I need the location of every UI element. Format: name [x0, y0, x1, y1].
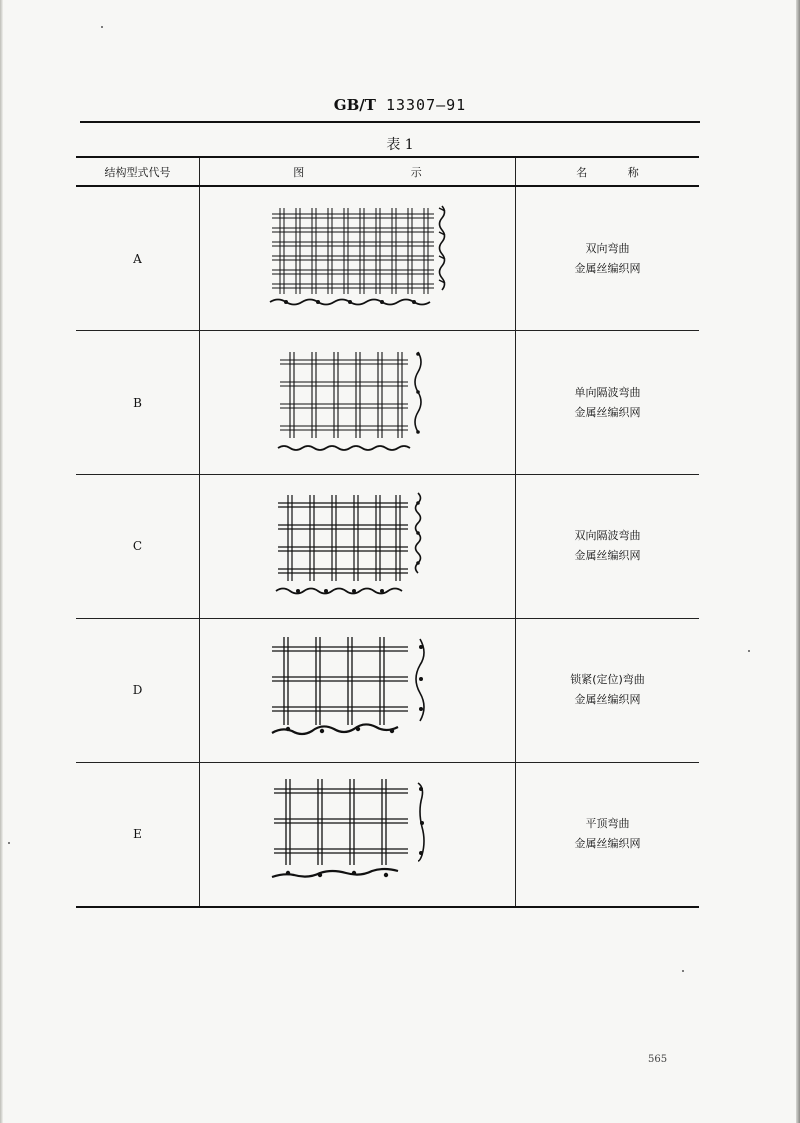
one-way-intermediate-crimp-mesh-illustration — [258, 346, 458, 456]
spec-table-wrapper — [76, 156, 697, 908]
bottom-profile-wire — [272, 869, 398, 877]
row-name-line1: 平顶弯曲 — [585, 817, 630, 831]
scan-speck — [8, 842, 10, 844]
row-code: C — [76, 475, 200, 619]
row-code: A — [76, 186, 200, 331]
standard-prefix: GB/T — [333, 96, 376, 114]
row-name-line2: 金属丝编织网 — [574, 261, 641, 275]
side-profile-wire — [439, 206, 444, 290]
row-name-line1: 锁紧(定位)弯曲 — [570, 673, 645, 687]
row-code: B — [76, 331, 200, 475]
two-way-crimp-mesh-illustration — [258, 202, 458, 312]
flat-top-crimp-mesh-illustration — [258, 777, 458, 887]
row-name-line2: 金属丝编织网 — [574, 405, 641, 419]
spec-table — [76, 156, 699, 908]
column-header-figure-a: 图 — [293, 165, 305, 179]
column-header-name-a: 名 — [576, 165, 588, 179]
bottom-profile-wire — [278, 446, 410, 450]
scan-edge-right — [796, 0, 800, 1123]
row-figure — [200, 762, 516, 907]
lock-crimp-mesh-illustration — [258, 633, 458, 743]
table-row — [76, 331, 699, 475]
row-figure — [200, 186, 516, 331]
standard-number: 13307—91 — [385, 96, 467, 114]
row-figure — [200, 618, 516, 762]
table-row — [76, 618, 699, 762]
two-way-intermediate-crimp-mesh-illustration — [258, 489, 458, 599]
row-figure — [200, 475, 516, 619]
table-row — [76, 186, 699, 331]
column-header-code: 结构型式代号 — [76, 157, 200, 186]
row-name-line2: 金属丝编织网 — [574, 837, 641, 851]
page-number: 565 — [648, 1054, 668, 1065]
bottom-profile-wire — [272, 725, 398, 735]
row-name — [516, 475, 700, 619]
row-name-line1: 双向隔波弯曲 — [574, 529, 641, 543]
scan-speck — [748, 650, 750, 652]
column-header-figure-b: 示 — [410, 165, 422, 179]
scan-speck — [101, 26, 103, 28]
column-header-name — [516, 157, 700, 186]
row-name — [516, 186, 700, 331]
row-name — [516, 618, 700, 762]
mesh-vertical-wires — [280, 208, 428, 294]
row-code: E — [76, 762, 200, 907]
table-row — [76, 475, 699, 619]
row-figure — [200, 331, 516, 475]
column-header-name-b: 称 — [627, 165, 639, 179]
scan-edge-left — [0, 0, 3, 1123]
row-name — [516, 331, 700, 475]
row-name-line2: 金属丝编织网 — [574, 549, 641, 563]
row-name-line1: 单向隔波弯曲 — [574, 385, 641, 399]
row-code: D — [76, 618, 200, 762]
table-caption: 表 1 — [386, 137, 414, 153]
header-rule — [80, 121, 700, 123]
table-row — [76, 762, 699, 907]
row-name — [516, 762, 700, 907]
row-name-line1: 双向弯曲 — [585, 241, 630, 255]
document-header — [0, 96, 800, 114]
column-header-figure — [200, 157, 516, 186]
table-header-row — [76, 157, 699, 186]
scan-speck — [682, 970, 684, 972]
row-name-line2: 金属丝编织网 — [574, 693, 641, 707]
